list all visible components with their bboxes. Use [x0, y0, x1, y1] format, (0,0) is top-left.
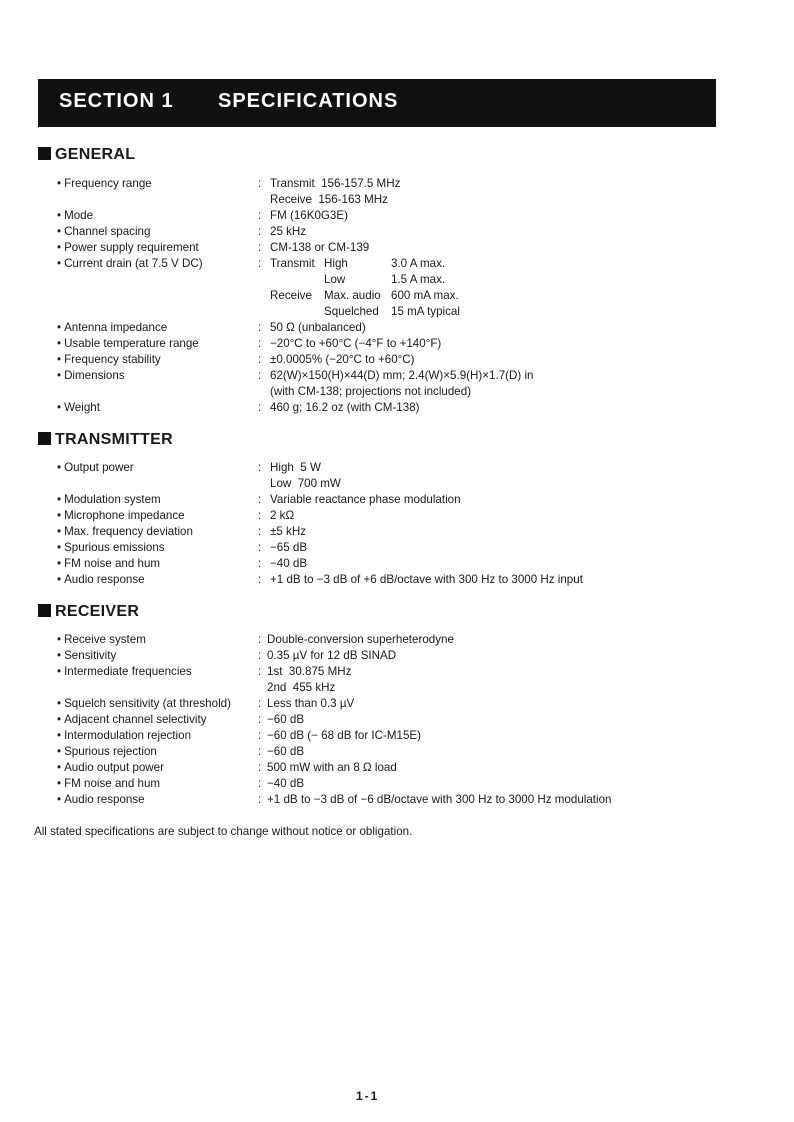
colon-separator: : [258, 573, 262, 586]
colon-separator: : [258, 337, 262, 350]
square-bullet-icon [38, 604, 51, 617]
spec-label: • Max. frequency deviation [57, 524, 193, 540]
spec-value: Low [324, 273, 346, 286]
page-number: 1-1 [356, 1089, 380, 1103]
spec-label: • Current drain (at 7.5 V DC) [57, 256, 203, 272]
section-number: SECTION 1 [59, 90, 174, 112]
spec-value: 15 mA typical [391, 305, 460, 318]
colon-separator: : [258, 321, 262, 334]
spec-value: Squelched [324, 305, 379, 318]
spec-label: • Mode [57, 208, 93, 224]
spec-label: • FM noise and hum [57, 556, 160, 572]
spec-label: • Adjacent channel selectivity [57, 712, 207, 728]
spec-label: • Audio response [57, 572, 145, 588]
colon-separator: : [258, 745, 262, 758]
colon-separator: : [258, 493, 262, 506]
spec-label: • Dimensions [57, 368, 125, 384]
spec-label: • Intermodulation rejection [57, 728, 191, 744]
spec-value: 1st 30.875 MHz [267, 665, 352, 678]
general-heading-text: GENERAL [55, 146, 136, 163]
spec-value: FM (16K0G3E) [270, 209, 348, 222]
spec-label: • Frequency range [57, 176, 152, 192]
square-bullet-icon [38, 432, 51, 445]
spec-value: −60 dB (− 68 dB for IC-M15E) [267, 729, 422, 742]
receiver-heading [38, 603, 139, 621]
colon-separator: : [258, 401, 262, 414]
square-bullet-icon [38, 147, 51, 160]
colon-separator: : [258, 793, 262, 806]
spec-value: 2nd 455 kHz [267, 681, 336, 694]
spec-label: • Intermediate frequencies [57, 664, 192, 680]
spec-value: +1 dB to −3 dB of +6 dB/octave with 300 Hz to 3000 Hz input [270, 573, 583, 586]
general-heading [38, 146, 135, 164]
spec-value: Transmit 156-157.5 MHz [270, 177, 401, 190]
spec-value: ±5 kHz [270, 525, 306, 538]
colon-separator: : [258, 541, 262, 554]
spec-label: • Audio output power [57, 760, 164, 776]
spec-value: −60 dB [267, 713, 305, 726]
colon-separator: : [258, 697, 262, 710]
colon-separator: : [258, 177, 262, 190]
spec-value: 600 mA max. [391, 289, 459, 302]
spec-value: Transmit [270, 257, 315, 270]
spec-value: 50 Ω (unbalanced) [270, 321, 366, 334]
colon-separator: : [258, 509, 262, 522]
spec-label: • Squelch sensitivity (at threshold) [57, 696, 231, 712]
spec-value: 2 kΩ [270, 509, 295, 522]
spec-value: Receive 156-163 MHz [270, 193, 388, 206]
spec-value: 1.5 A max. [391, 273, 446, 286]
spec-value: −40 dB [267, 777, 305, 790]
spec-value: 3.0 A max. [391, 257, 446, 270]
spec-label: • Usable temperature range [57, 336, 199, 352]
spec-value: +1 dB to −3 dB of −6 dB/octave with 300 Hz to 3000 Hz modulation [267, 793, 612, 806]
spec-value: 25 kHz [270, 225, 307, 238]
spec-label: • Sensitivity [57, 648, 116, 664]
spec-value: Low 700 mW [270, 477, 341, 490]
colon-separator: : [258, 241, 262, 254]
colon-separator: : [258, 649, 262, 662]
spec-label: • Antenna impedance [57, 320, 167, 336]
spec-value: 460 g; 16.2 oz (with CM-138) [270, 401, 420, 414]
transmitter-heading-text: TRANSMITTER [55, 431, 173, 448]
spec-value: 0.35 µV for 12 dB SINAD [267, 649, 397, 662]
colon-separator: : [258, 761, 262, 774]
colon-separator: : [258, 353, 262, 366]
spec-value: Less than 0.3 µV [267, 697, 355, 710]
colon-separator: : [258, 633, 262, 646]
spec-value: Receive [270, 289, 312, 302]
spec-value: −60 dB [267, 745, 305, 758]
spec-label: • Receive system [57, 632, 146, 648]
spec-value: −40 dB [270, 557, 308, 570]
spec-label: • Channel spacing [57, 224, 150, 240]
spec-value: 500 mW with an 8 Ω load [267, 761, 397, 774]
spec-value: ±0.0005% (−20°C to +60°C) [270, 353, 415, 366]
colon-separator: : [258, 525, 262, 538]
colon-separator: : [258, 557, 262, 570]
spec-label: • Audio response [57, 792, 145, 808]
spec-label: • Weight [57, 400, 100, 416]
section-title: SPECIFICATIONS [218, 90, 399, 112]
spec-value: Variable reactance phase modulation [270, 493, 461, 506]
colon-separator: : [258, 225, 262, 238]
colon-separator: : [258, 729, 262, 742]
transmitter-heading [38, 431, 173, 449]
spec-label: • Modulation system [57, 492, 161, 508]
spec-value: High 5 W [270, 461, 321, 474]
colon-separator: : [258, 461, 262, 474]
spec-value: 62(W)×150(H)×44(D) mm; 2.4(W)×5.9(H)×1.7(D) in [270, 369, 534, 382]
colon-separator: : [258, 665, 262, 678]
spec-value: CM-138 or CM-139 [270, 241, 370, 254]
spec-label: • Power supply requirement [57, 240, 199, 256]
spec-value: High [324, 257, 348, 270]
spec-value: −20°C to +60°C (−4°F to +140°F) [270, 337, 442, 350]
colon-separator: : [258, 209, 262, 222]
spec-label: • Frequency stability [57, 352, 161, 368]
colon-separator: : [258, 257, 262, 270]
spec-value: (with CM-138; projections not included) [270, 385, 472, 398]
disclaimer-note: All stated specifications are subject to change without notice or obligation. [34, 825, 413, 838]
spec-value: −65 dB [270, 541, 308, 554]
colon-separator: : [258, 777, 262, 790]
spec-label: • Spurious emissions [57, 540, 165, 556]
spec-label: • Microphone impedance [57, 508, 185, 524]
spec-value: Max. audio [324, 289, 381, 302]
section-banner [38, 79, 716, 127]
spec-label: • Output power [57, 460, 134, 476]
colon-separator: : [258, 713, 262, 726]
receiver-heading-text: RECEIVER [55, 603, 140, 620]
spec-value: Double-conversion superheterodyne [267, 633, 454, 646]
colon-separator: : [258, 369, 262, 382]
spec-label: • FM noise and hum [57, 776, 160, 792]
spec-label: • Spurious rejection [57, 744, 157, 760]
